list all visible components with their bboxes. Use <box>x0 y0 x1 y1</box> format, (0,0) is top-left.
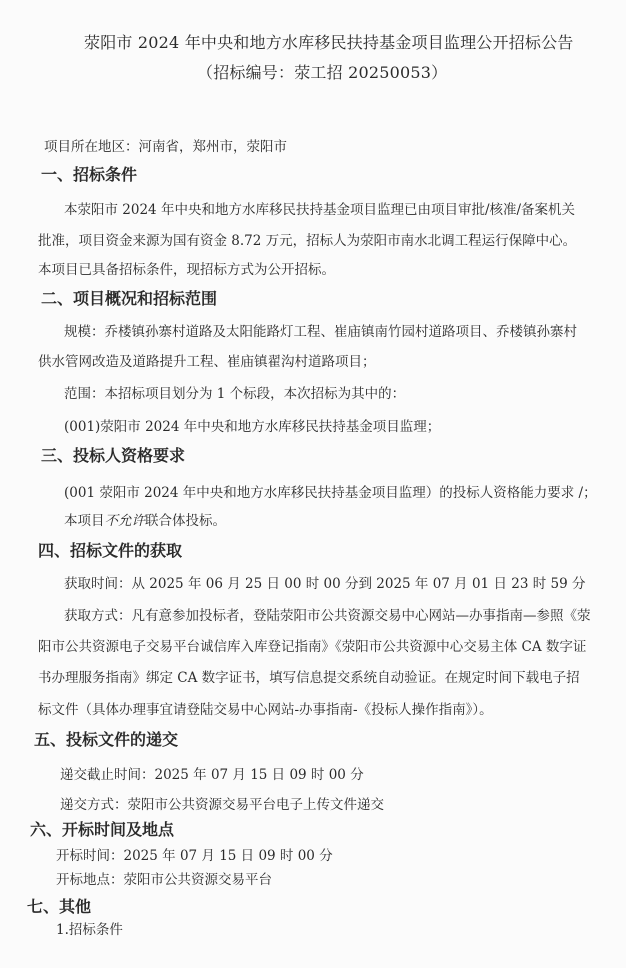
paragraph-line: 获取时间：从 2025 年 06 月 25 日 00 时 00 分到 2025 年 07 月 01 日 23 时 59 分 <box>64 576 586 592</box>
section-heading-3: 三、投标人资格要求 <box>41 446 186 465</box>
paragraph-line: 标文件（具体办理事宜请登陆交易中心网站-办事指南-《投标人操作指南》）。 <box>38 702 493 718</box>
paragraph-line: 阳市公共资源电子交易平台诚信库入库登记指南》《荥阳市公共资源中心交易主体 CA 数字证 <box>38 639 587 655</box>
paragraph-line: 开标时间：2025 年 07 月 15 日 09 时 00 分 <box>56 848 333 864</box>
paragraph-line: 1.招标条件 <box>56 922 123 938</box>
paragraph-line: 本荥阳市 2024 年中央和地方水库移民扶持基金项目监理已由项目审批/核准/备案机关 <box>64 202 576 218</box>
paragraph-line: 范围：本招标项目划分为 1 个标段，本次招标为其中的： <box>64 386 406 402</box>
paragraph-line: 供水管网改造及道路提升工程、崔庙镇翟沟村道路项目； <box>38 354 376 370</box>
paragraph-line: 批准，项目资金来源为国有资金 8.72 万元，招标人为荥阳市南水北调工程运行保障中心。 <box>38 233 577 249</box>
paragraph-line: 获取方式：凡有意参加投标者，登陆荥阳市公共资源交易中心网站—办事指南—参照《荥 <box>64 608 591 624</box>
paragraph-line: 递交方式：荥阳市公共资源交易平台电子上传文件递交 <box>60 797 384 813</box>
project-location: 项目所在地区：河南省，郑州市，荥阳市 <box>44 139 287 155</box>
section-heading-2: 二、项目概况和招标范围 <box>41 289 218 308</box>
text-run-italic: 不允许 <box>104 513 145 529</box>
paragraph-line: 递交截止时间：2025 年 07 月 15 日 09 时 00 分 <box>60 767 364 783</box>
section-heading-4: 四、招标文件的获取 <box>38 541 183 560</box>
text-run: 联合体投标。 <box>145 513 226 529</box>
paragraph-line <box>64 513 226 529</box>
section-heading-6: 六、开标时间及地点 <box>30 820 175 839</box>
paragraph-line: 本项目已具备招标条件，现招标方式为公开招标。 <box>38 262 335 278</box>
paragraph-line: 规模：乔楼镇孙寨村道路及太阳能路灯工程、崔庙镇南竹园村道路项目、乔楼镇孙寨村 <box>64 324 577 340</box>
paragraph-line: (001 荥阳市 2024 年中央和地方水库移民扶持基金项目监理）的投标人资格能力要求 /； <box>64 485 597 501</box>
paragraph-line: 开标地点：荥阳市公共资源交易平台 <box>56 872 272 888</box>
section-heading-1: 一、招标条件 <box>41 165 138 184</box>
tender-number: （招标编号：荥工招 20250053） <box>197 63 448 82</box>
paragraph-line: 书办理服务指南》绑定 CA 数字证书，填写信息提交系统自动验证。在规定时间下载电子招 <box>38 670 580 686</box>
section-heading-5: 五、投标文件的递交 <box>34 730 179 749</box>
section-heading-7: 七、其他 <box>27 897 92 916</box>
paragraph-line: (001)荥阳市 2024 年中央和地方水库移民扶持基金项目监理； <box>64 419 441 435</box>
text-run: 本项目 <box>64 513 105 529</box>
notice-title: 荥阳市 2024 年中央和地方水库移民扶持基金项目监理公开招标公告 <box>84 33 574 52</box>
